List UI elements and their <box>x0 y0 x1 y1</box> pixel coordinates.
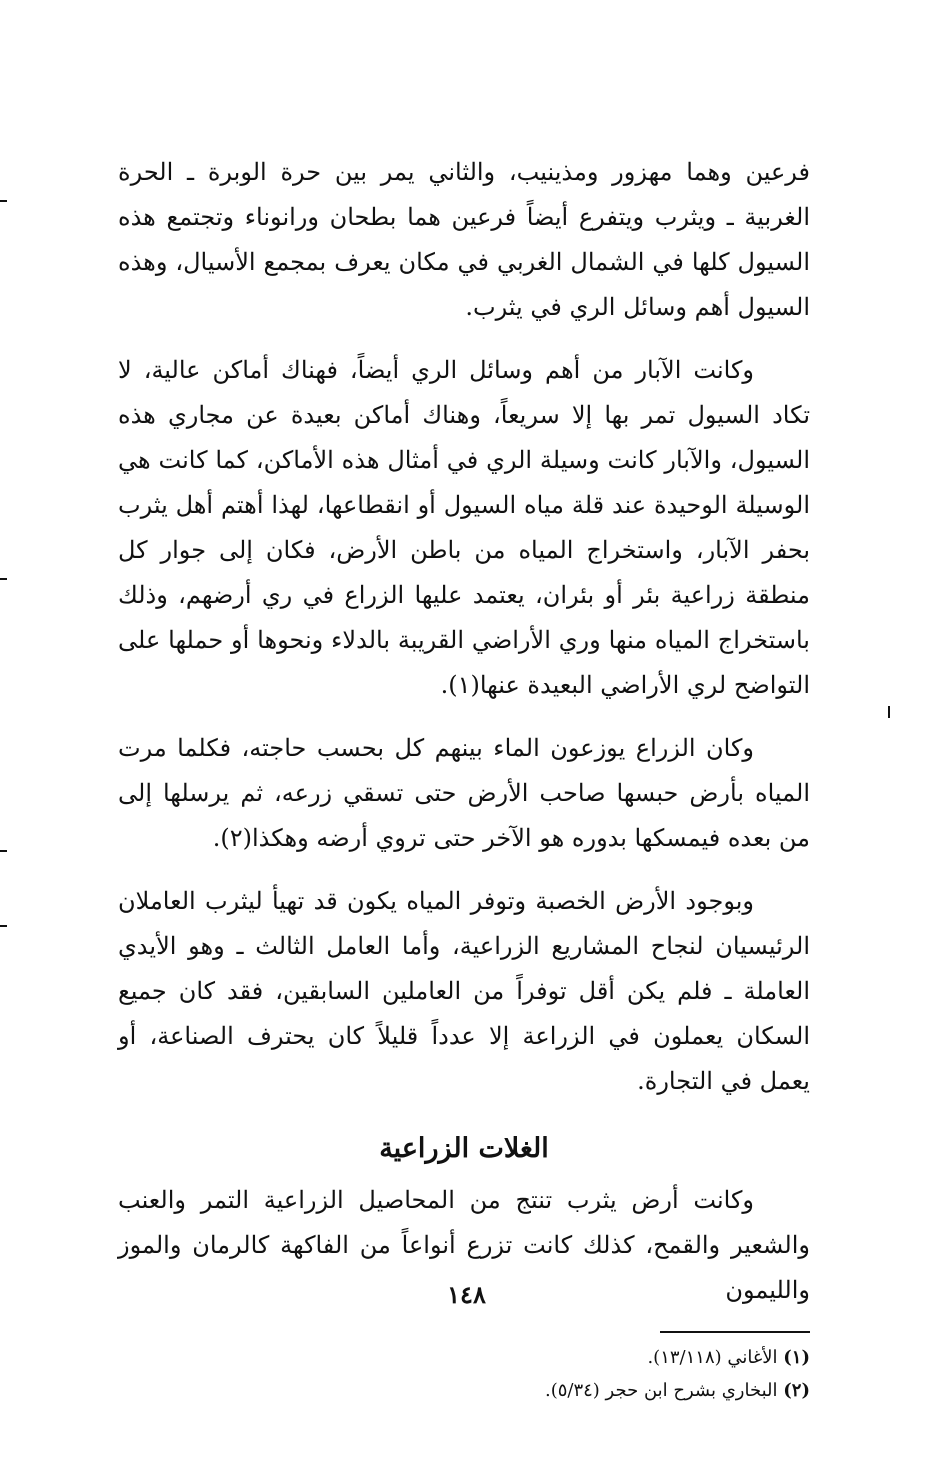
paragraph: وبوجود الأرض الخصبة وتوفر المياه يكون قد تهيأ ليثرب العاملان الرئيسيان لنجاح المشاريع الزراعية، وأما العامل الثالث ـ وهو الأيدي العاملة ـ فلم يكن أقل توفراً من العاملين السابقين، فقد كان جميع السكان يعملون في الزراعة إلا عدداً قليلاً كان يحترف الصناعة، أو يعمل في التجارة. <box>118 887 810 1095</box>
footnote-text: الأغاني (١٣/١١٨). <box>647 1347 778 1368</box>
footnote-divider <box>660 1331 810 1333</box>
footnote-number: (١) <box>783 1347 810 1368</box>
margin-tick <box>0 850 7 852</box>
margin-tick <box>888 706 890 718</box>
paragraph: وكانت الآبار من أهم وسائل الري أيضاً، فهناك أماكن عالية، لا تكاد السيول تمر بها إلا سريعاً، وهناك أماكن بعيدة عن مجاري هذه السيول، والآبار كانت وسيلة الري في أمثال هذه الأماكن، كما كانت هي الوسيلة الوحيدة عند قلة مياه السيول أو انقطاعها، لهذا أهتم أهل يثرب بحفر الآبار، واستخراج المياه من باطن الأرض، فكان إلى جوار كل منطقة زراعية بئر أو بئران، يعتمد عليها الزراع في ري أرضهم، وذلك باستخراج المياه منها وري الأراضي القريبة بالدلاء ونحوها أو حملها على التواضح لري الأراضي البعيدة عنها(١). <box>118 356 810 699</box>
footnotes <box>118 1341 810 1407</box>
margin-tick <box>0 925 7 927</box>
section-heading: الغلات الزراعية <box>379 1133 549 1164</box>
paragraph: فرعين وهما مهزور ومذينيب، والثاني يمر بين حرة الوبرة ـ الحرة الغربية ـ ويثرب ويتفرع أيضاً فرعين هما بطحان ورانوناء وتجتمع هذه السيول كلها في الشمال الغربي في مكان يعرف بمجمع الأسيال، وهذه السيول أهم وسائل الري في يثرب. <box>118 158 810 321</box>
footnote-number: (٢) <box>783 1380 810 1401</box>
page-body <box>118 150 810 1407</box>
margin-tick <box>0 200 7 202</box>
paragraph: وكانت أرض يثرب تنتج من المحاصيل الزراعية التمر والعنب والشعير والقمح، كذلك كانت تزرع أنواعاً من الفاكهة كالرمان والموز والليمون <box>118 1186 810 1304</box>
margin-tick <box>0 578 7 580</box>
footnote <box>118 1341 810 1374</box>
page-number: ١٤٨ <box>447 1280 486 1309</box>
footnote-text: البخاري بشرح ابن حجر (٥/٣٤). <box>544 1380 778 1401</box>
paragraph: وكان الزراع يوزعون الماء بينهم كل بحسب حاجته، فكلما مرت المياه بأرض حبسها صاحب الأرض حتى تسقي زرعه، ثم يرسلها إلى من بعده فيمسكها بدوره هو الآخر حتى تروي أرضه وهكذا(٢). <box>118 734 810 852</box>
footnote <box>118 1374 810 1407</box>
